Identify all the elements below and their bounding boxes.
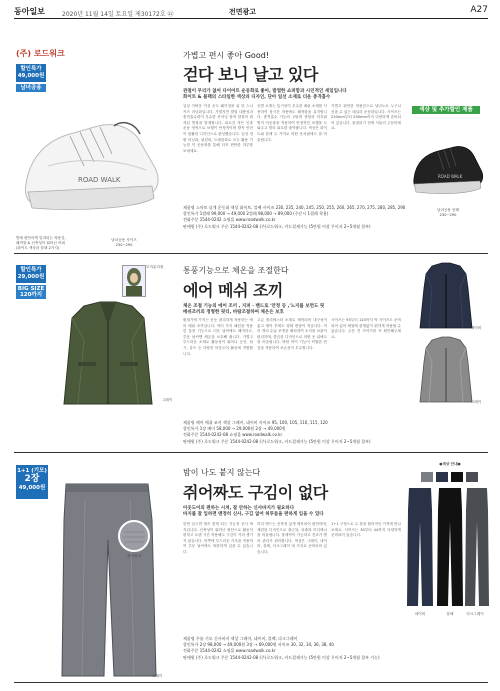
green-vest-image — [48, 300, 168, 412]
sale-label: 1+1 (기모) — [17, 468, 47, 474]
product-info — [183, 420, 483, 445]
navy-caption: 네이비 — [470, 326, 482, 330]
swatch-title: ●색상 안내● — [439, 462, 461, 466]
gray-vest-image — [412, 336, 480, 406]
body-column: 환절기에 가지는 운동 편리하게 착용하는 에어 메쉬 조끼입니다. 여러 가지 패턴을 적용한 통풍 기능으로 더운 날씨에도 쾌적하고, 추운 날씨엔 체온을 보호해 줍니다. 가볍고 부드러운 소재로 활동성이 뛰어나 등산, 낚시, 골프 등 다양한 아웃도어 활동에 적합합니다. — [183, 318, 253, 356]
price-value: 29,000원 — [17, 274, 45, 280]
darkgray-caption: 다크그레이 — [466, 612, 484, 616]
headline: 걷다 보니 날고 있다 — [183, 65, 318, 84]
subhead-line: 관절이 무리가 없어 다이어트 운동화로 좋아, 발열한 쇼퍼함과 시인적인 세일입니다 — [183, 89, 347, 94]
subhead-line: 바지를 잘 입하면 맨정히 신사, 구김 없어 허투들을 편하게 입을 수 있다 — [183, 512, 324, 517]
info-line: 제품명 주름 기모 신사바지 색상 그레이, 네이비, 블랙, 다크그레이 — [183, 636, 298, 641]
price-badge — [16, 465, 48, 499]
navy-pants-image — [406, 486, 434, 608]
subhead — [183, 506, 403, 518]
info-line: 할인특가 1장 베이 58,000 → 29,000원 2장 → 49,000원 — [183, 426, 286, 432]
subhead-line: 화이트 & 블랙의 스타일한 색상과 디자인, 단아 일선 소재로 더운 충격흡수 — [183, 95, 331, 100]
price-badge — [16, 265, 46, 283]
product-info — [183, 205, 483, 230]
caption-right: 남녀공용 블랙 230~290 — [437, 208, 459, 217]
gray-caption: 그레이 — [151, 674, 163, 678]
hood-inset-image — [122, 265, 146, 297]
white-sneaker-image — [18, 96, 168, 234]
hood-caption: 모자분리형 — [146, 265, 164, 269]
info-line: 할인특가 2장 98,000 → 49,000원 3장 → 69,000원 사이즈 30, 32, 34, 36, 38, 40 — [183, 642, 334, 648]
subhead — [183, 89, 408, 101]
price-value: 49,000원 — [18, 485, 46, 491]
info-line: 할인특가 1켤레 99,000 → 49,000 2켤레 98,000 → 89,000 (주문시 1켤레 착용) — [183, 211, 329, 217]
price-label: 2장 — [24, 474, 40, 484]
info-line: 전화주문 1544-0242 쇼핑몰 www.roadwalk.co.kr — [183, 648, 276, 654]
body-column: 고급 폴리에스터 소재로 제작되어 내구성이 좋고 세탁 후에도 형태 변형이 적습니다. 여러 개의 수납 포켓을 배치하여 소지품 보관이 편리하며, 깔끔한 디자인으로 어떤 옷 위에도 잘 어울립니다. 바람 막이 기능이 탁월한 안감을 적용하여 보온성이 우수합니다. — [257, 318, 327, 350]
body-column: 사이즈는 95부터 120까지 빅 사이즈도 준비되어 있어 체형에 관계없이 편하게 착용할 수 있습니다. 주문 전 사이즈를 꼭 확인해주세요. — [331, 318, 401, 339]
headline: 에어 메쉬 조끼 — [183, 281, 283, 300]
price-badge — [16, 64, 46, 82]
issue-date: 2020년 11월 14일 토요일 제30172호 ㊷ — [62, 11, 174, 18]
brand-name: (주) 로드워크 — [16, 49, 65, 58]
tagline: 밤이 나도 붙지 않는다 — [183, 468, 261, 477]
page-number: A27 — [470, 5, 488, 15]
caption-left: 발에 편안하게 밀착되는 착용감, 쾌적함 & 신축성이 뛰어난 어퍼 (화이트 색상과 블랙 2가지) — [16, 236, 66, 250]
gray-caption: 그레이 — [161, 398, 173, 402]
body-column: 한번 입으면 계속 찾게 되는 기능성 신사 바지입니다. 신축성이 뛰어난 원단으로 활동이 편하고 오랜 시간 착용해도 구김이 거의 생기지 않습니다. 안쪽에 부드러운 기모를 적용하여 추운 날씨에도 따뜻하게 입을 수 있습니다. — [183, 522, 253, 554]
body-column: 일상 가벼운 이상 운도 패키징을 위 한 스니커즈 러닝화입니다. 가볍지만 발열 내충성과 충격흡수력이 우수한 쿠셔닝 장착 깔창과 접착된 발볼을 탑재합니다. 피로감 적은 인솔 운동 영역으로 보행이 안정적이며 발목 안전이 원활한 디자인으로 완성했습니다. 일상 경량 러닝화, 워킹화, 트레킹화로 모두 활용 가능한 이 운동화를 통해 더욱 편안한 하루를 보내세요. — [183, 104, 253, 153]
info-line: 전화주문 1544-0242 쇼핑몰 www.roadwalk.co.kr — [183, 217, 276, 223]
info-line: 제품명 스마트 날개 운동화 색상 화이트, 블랙 사이즈 230, 235, 240, 245, 250, 255, 260, 265, 270, 275, 280, 285, 290 — [183, 205, 406, 210]
darkgray-pants-image — [464, 486, 490, 608]
newspaper-header — [14, 5, 488, 19]
section-title: 전면광고 — [229, 8, 257, 16]
gray-caption-2: 그레이 — [470, 400, 482, 404]
black-caption: 블랙 — [446, 612, 454, 616]
body-column: 1+1 구성으로 두 장을 합리적인 가격에 만나보세요. 사이즈는 30부터 44까지 다양하게 준비되어 있습니다. — [331, 522, 401, 538]
shoe-logo-text: ROAD WALK — [78, 176, 121, 184]
body-column: 신발 소재는 통기성이 우수한 메쉬 소재를 사용하여 장시간 착용에도 쾌적함을 유지합니다. 충격흡수 기능의 고탄력 중창과 미끄럼 방지 아웃솔을 적용하여 안정적인 보행을 도와주고 발의 피로를 줄여줍니다. 색상은 화이트와 블랙 두 가지로 어떤 옷차림에도 잘 어울립니다. — [257, 104, 327, 142]
color-badge: 남녀공용 — [16, 84, 46, 92]
body-column: 허리 밴드는 신축성 있게 제작되어 편안하며, 세련된 디자인으로 출근복, 외출복 어디에나 잘 어울립니다. 물세탁이 가능하고 건조가 빨라 관리가 편리합니다. 색상은 그레이, 네이비, 블랙, 다크그레이 네 가지로 준비되어 있습니다. — [257, 522, 327, 554]
size-badge: BIG SIZE 120까지 — [17, 286, 45, 298]
navy-caption: 네이비 — [414, 612, 426, 616]
tagline: 통풍기능으로 체온을 조절한다 — [183, 266, 289, 275]
subhead-line: 아웃도어의 편하는 시쳐, 잘 안하는 신사바지가 필요하다 — [183, 506, 295, 511]
headline: 쥐어짜도 구김이 없다 — [183, 483, 328, 502]
newspaper-name: 동아일보 — [14, 6, 45, 16]
svg-text:ROAD WALK: ROAD WALK — [438, 174, 463, 179]
tagline: 가볍고 편시 좋아 Good! — [183, 51, 269, 60]
subhead-line: 메쉬조끼의 정형한 핏티, 바람조절하여 체온은 보호 — [183, 310, 284, 315]
subhead-line: 체온 조절 기능의 에어 조끼 , 지퍼 · 밴드로 '안정 등 ,'노지를 보련도 핏 — [183, 304, 325, 309]
color-swatches — [420, 470, 480, 484]
info-line: 제품명 에어 메쉬 조끼 색상 그레이, 네이비 사이즈 95, 100, 105, 110, 115, 120 — [183, 420, 328, 425]
caption-mid: 남녀공용 사이즈 230~290 — [111, 238, 137, 247]
info-line: 판매원 (주) 로드워크 주문 1544-0242-08 (주)로드워크, 카드결제가능 (5만원 이상 무이자 2~5개월 할부 가능) — [183, 654, 380, 660]
navy-vest-image — [412, 262, 480, 332]
info-line: 전화주문 1544-0242-08 쇼핑몰 www.roadwalk.co.kr — [183, 432, 283, 438]
color-label: 색상 및 추가할인 제품 — [412, 106, 480, 114]
sale-label: 할인특가 — [20, 66, 42, 72]
gray-pants-image — [52, 480, 162, 680]
product-info — [183, 636, 483, 661]
fabric-caption: 원단확대 — [127, 554, 141, 558]
black-sneaker-image — [410, 132, 486, 204]
body-column: 가볍고 편안한 착용감으로 남녀노소 누구나 신을 수 있는 데일리 운동화입니다. 사이즈는 230mm부터 290mm까지 다양하게 준비되어 있습니다. 품절되기 전에 서둘러 주문하세요. — [331, 104, 401, 131]
fabric-zoom-image — [118, 520, 150, 552]
price-value: 49,000원 — [17, 73, 45, 79]
black-pants-image — [436, 486, 464, 608]
sale-label: 할인특가 — [20, 267, 42, 273]
info-line: 판매원 (주) 로드워크 주문 1544-0242-08 (주)로드워크, 카드결제가능 (5만원 이상 무이자 2~5개월 할부) — [183, 223, 371, 229]
subhead — [183, 304, 403, 316]
info-line: 판매원 (주) 로드워크 주문 1544-0242-08 (주)로드워크, 카드결제가능 (5만원 이상 무이자 2~5개월 할부) — [183, 438, 371, 444]
